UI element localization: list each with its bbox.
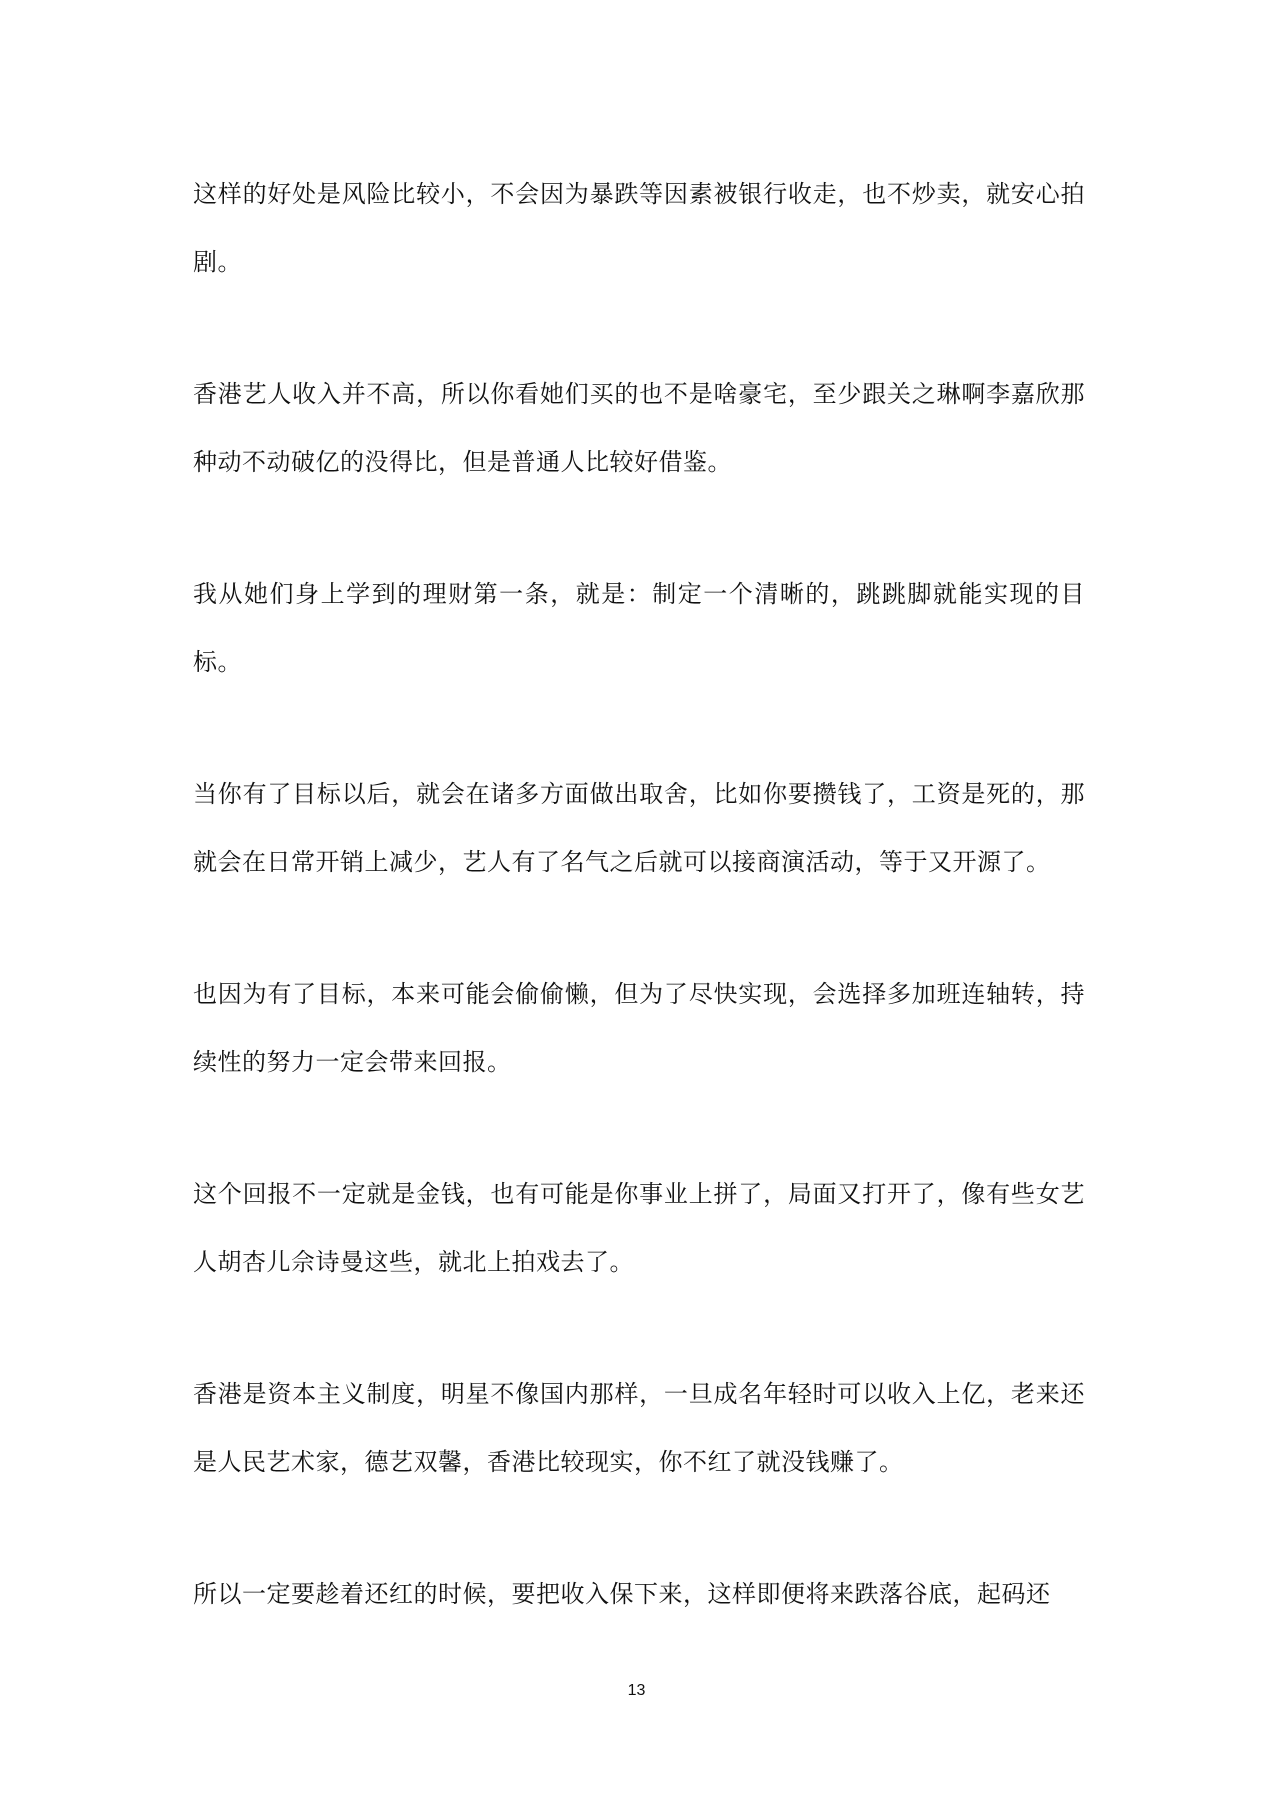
- paragraph-4: 当你有了目标以后，就会在诸多方面做出取舍，比如你要攒钱了，工资是死的，那就会在日常开销上减少，艺人有了名气之后就可以接商演活动，等于又开源了。: [193, 780, 1085, 876]
- body-text: [193, 160, 1085, 1692]
- paragraph-1: 这样的好处是风险比较小，不会因为暴跌等因素被银行收走，也不炒卖，就安心拍剧。: [193, 180, 1085, 276]
- paragraph-2: 香港艺人收入并不高，所以你看她们买的也不是啥豪宅，至少跟关之琳啊李嘉欣那种动不动破亿的没得比，但是普通人比较好借鉴。: [193, 380, 1085, 476]
- paragraph-8: 所以一定要趁着还红的时候，要把收入保下来，这样即便将来跌落谷底，起码还: [193, 1580, 1051, 1608]
- paragraph-6: 这个回报不一定就是金钱，也有可能是你事业上拼了，局面又打开了，像有些女艺人胡杏儿佘诗曼这些，就北上拍戏去了。: [193, 1180, 1085, 1276]
- paragraph-5: 也因为有了目标，本来可能会偷偷懒，但为了尽快实现，会选择多加班连轴转，持续性的努力一定会带来回报。: [193, 980, 1085, 1076]
- paragraph-3: 我从她们身上学到的理财第一条，就是：制定一个清晰的，跳跳脚就能实现的目标。: [193, 580, 1085, 676]
- page-number: 13: [627, 1682, 646, 1699]
- paragraph-7: 香港是资本主义制度，明星不像国内那样，一旦成名年轻时可以收入上亿，老来还是人民艺术家，德艺双馨，香港比较现实，你不红了就没钱赚了。: [193, 1380, 1085, 1476]
